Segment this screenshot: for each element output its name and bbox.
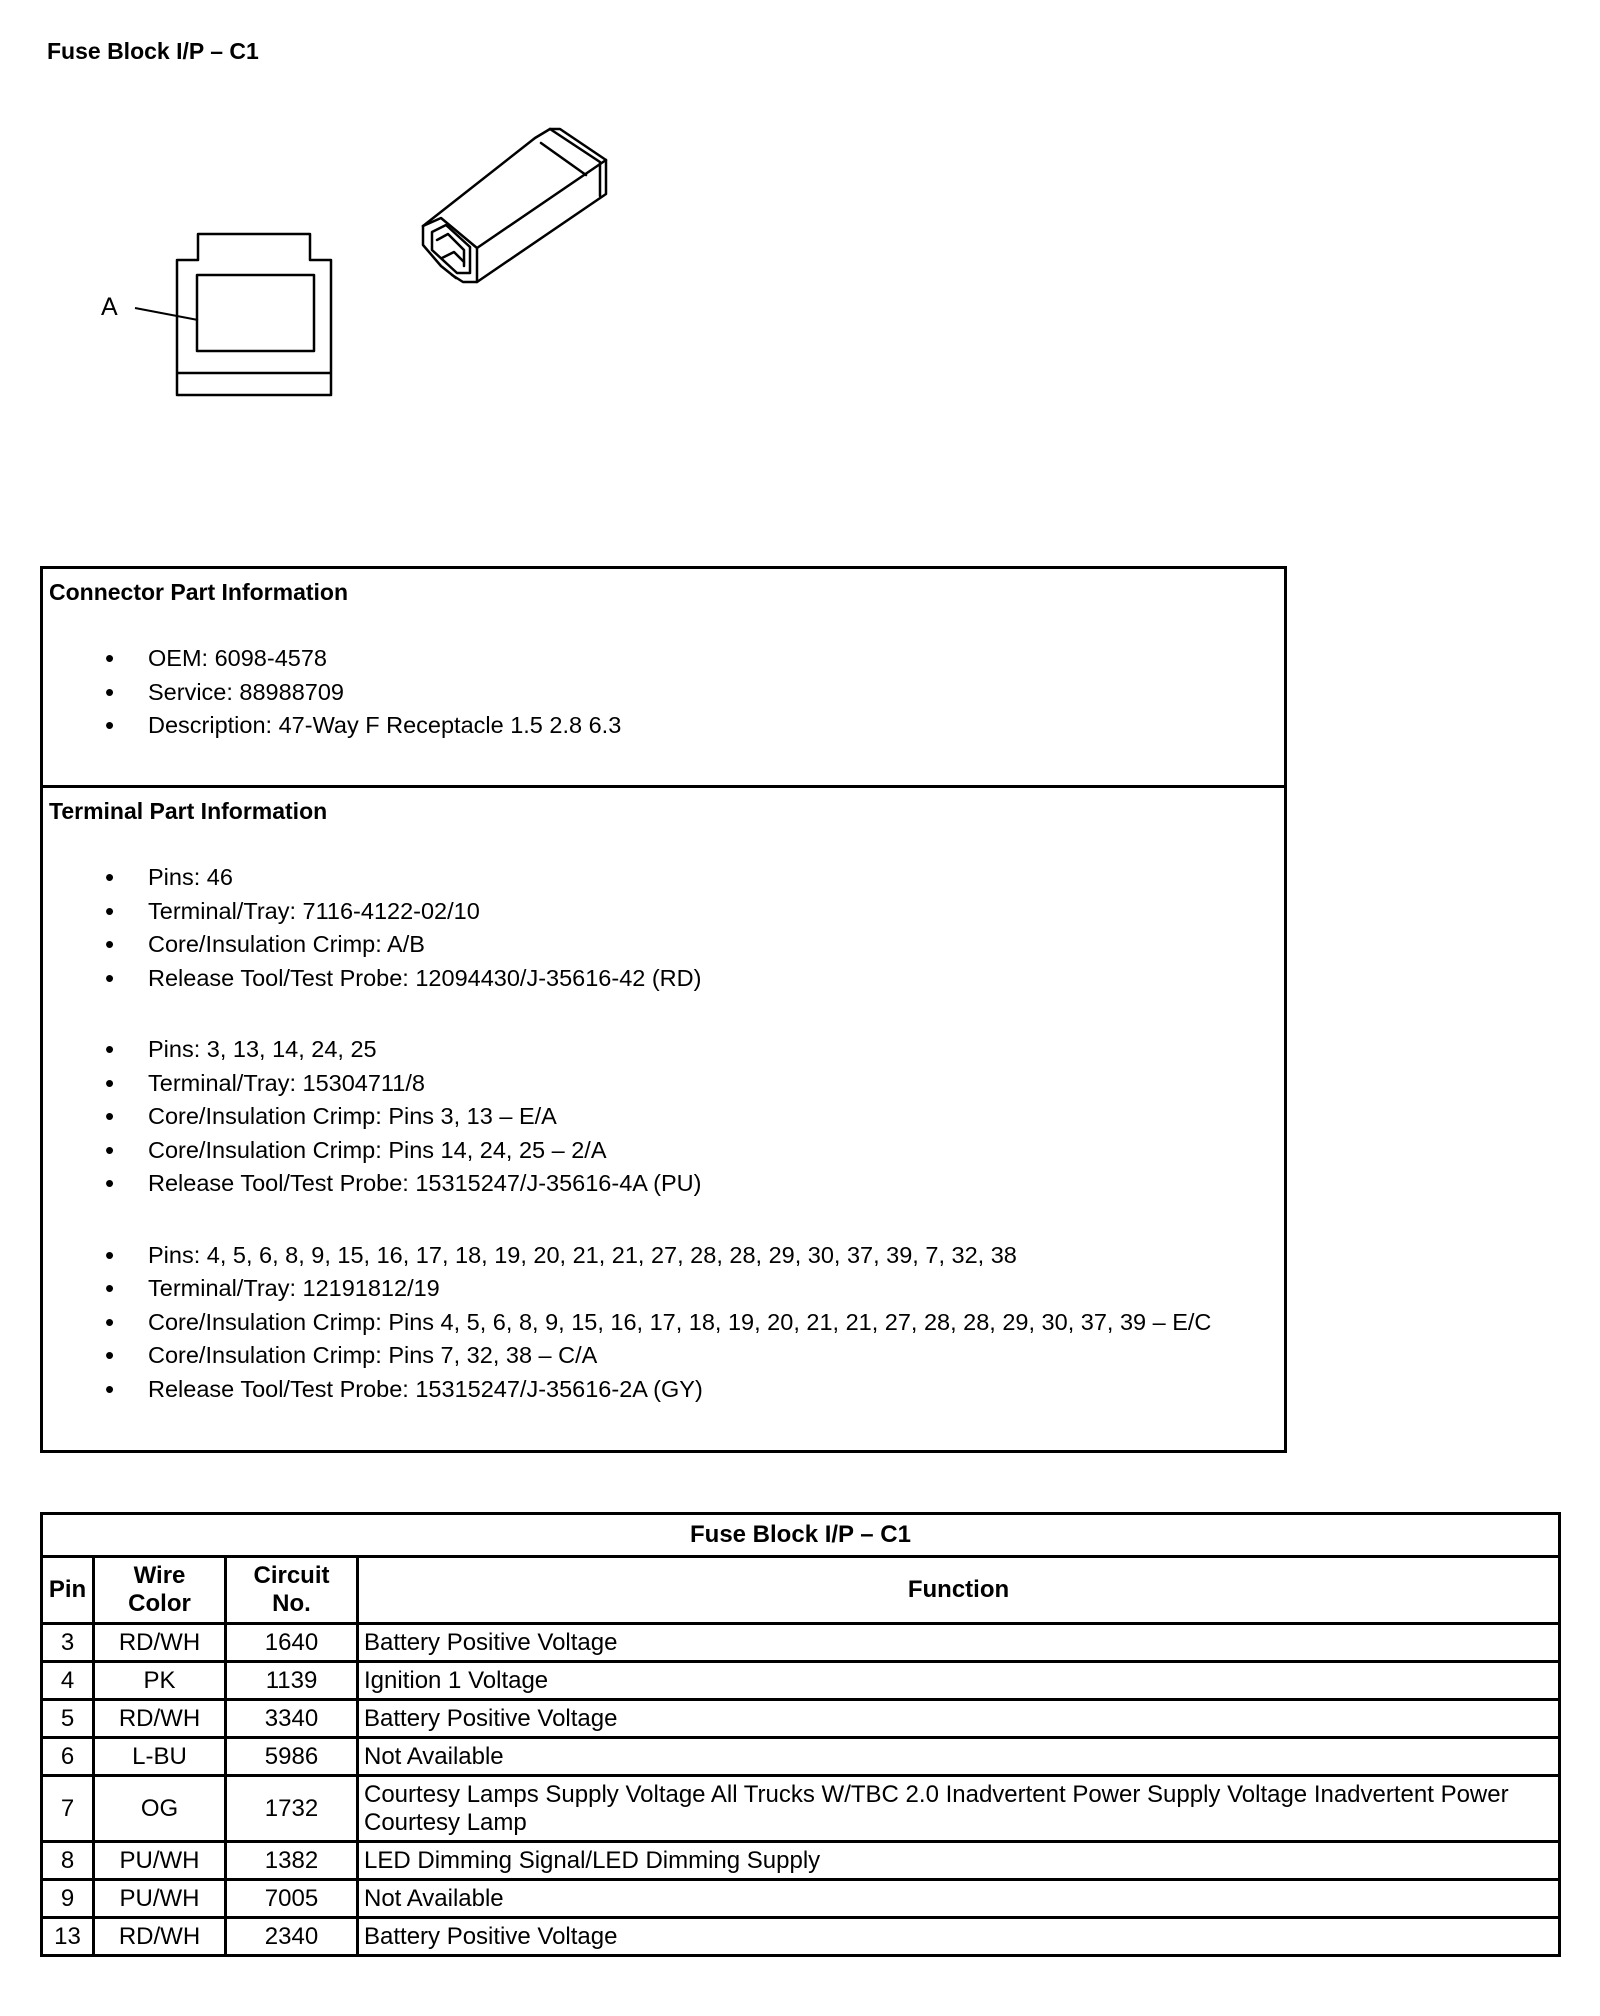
pin-cell: 7 [42, 1776, 94, 1842]
pin-table-caption: Fuse Block I/P – C1 [42, 1514, 1560, 1557]
terminal-group-3 [49, 1239, 1278, 1407]
circuit-cell: 1139 [226, 1662, 358, 1700]
pin-cell: 6 [42, 1738, 94, 1776]
circuit-cell: 2340 [226, 1918, 358, 1956]
table-row [42, 1662, 1560, 1700]
table-row [42, 1880, 1560, 1918]
circuit-cell: 5986 [226, 1738, 358, 1776]
connector-part-information [43, 569, 1284, 788]
terminal-info-heading: Terminal Part Information [49, 798, 328, 824]
list-item: • Terminal/Tray: 12191812/19 [49, 1272, 1278, 1306]
list-item: • Core/Insulation Crimp: Pins 7, 32, 38 – C/A [49, 1339, 1278, 1373]
connector-diagram [0, 0, 700, 420]
circuit-cell: 1732 [226, 1776, 358, 1842]
function-cell: Battery Positive Voltage [358, 1700, 1560, 1738]
list-item: • Release Tool/Test Probe: 15315247/J-35616-2A (GY) [49, 1373, 1278, 1407]
connector-info-heading: Connector Part Information [49, 579, 349, 605]
function-cell: Battery Positive Voltage [358, 1624, 1560, 1662]
terminal-group-2 [49, 1033, 1278, 1201]
function-cell: LED Dimming Signal/LED Dimming Supply [358, 1842, 1560, 1880]
part-information-box [40, 566, 1287, 1453]
list-item: • Release Tool/Test Probe: 12094430/J-35616-42 (RD) [49, 962, 1278, 996]
header-pin: Pin [42, 1557, 94, 1624]
list-item: • Core/Insulation Crimp: Pins 3, 13 – E/A [49, 1100, 1278, 1134]
function-cell: Ignition 1 Voltage [358, 1662, 1560, 1700]
connector-face-view [135, 234, 331, 395]
list-item: • Release Tool/Test Probe: 15315247/J-35616-4A (PU) [49, 1167, 1278, 1201]
list-item: • Terminal/Tray: 15304711/8 [49, 1067, 1278, 1101]
connector-isometric-view [423, 129, 606, 282]
list-item: • Pins: 4, 5, 6, 8, 9, 15, 16, 17, 18, 19, 20, 21, 21, 27, 28, 28, 29, 30, 37, 39, 7, 32, 38 [49, 1239, 1278, 1273]
list-item: • Pins: 3, 13, 14, 24, 25 [49, 1033, 1278, 1067]
table-row [42, 1624, 1560, 1662]
wire-color-cell: RD/WH [94, 1918, 226, 1956]
pin-cell: 9 [42, 1880, 94, 1918]
function-cell: Courtesy Lamps Supply Voltage All Trucks W/TBC 2.0 Inadvertent Power Supply Voltage Inadvertent Power Courtesy Lamp [358, 1776, 1560, 1842]
list-item: • Core/Insulation Crimp: Pins 4, 5, 6, 8, 9, 15, 16, 17, 18, 19, 20, 21, 21, 27, 28, 28, 29, 30, 37, 39 – E/C [49, 1306, 1278, 1340]
header-wire-color: Wire Color [94, 1557, 226, 1624]
pin-cell: 8 [42, 1842, 94, 1880]
list-item: • Description: 47-Way F Receptacle 1.5 2.8 6.3 [49, 709, 1278, 743]
function-cell: Battery Positive Voltage [358, 1918, 1560, 1956]
pin-cell: 13 [42, 1918, 94, 1956]
pin-cell: 4 [42, 1662, 94, 1700]
terminal-group-1 [49, 861, 1278, 995]
list-item: • Core/Insulation Crimp: Pins 14, 24, 25 – 2/A [49, 1134, 1278, 1168]
wire-color-cell: OG [94, 1776, 226, 1842]
table-row [42, 1918, 1560, 1956]
page-title: Fuse Block I/P – C1 [47, 38, 259, 64]
wire-color-cell: PU/WH [94, 1880, 226, 1918]
list-item: • Core/Insulation Crimp: A/B [49, 928, 1278, 962]
wire-color-cell: PU/WH [94, 1842, 226, 1880]
header-function: Function [358, 1557, 1560, 1624]
function-cell: Not Available [358, 1880, 1560, 1918]
wire-color-cell: PK [94, 1662, 226, 1700]
circuit-cell: 3340 [226, 1700, 358, 1738]
pin-table [40, 1512, 1561, 1957]
circuit-cell: 1382 [226, 1842, 358, 1880]
wire-color-cell: L-BU [94, 1738, 226, 1776]
circuit-cell: 1640 [226, 1624, 358, 1662]
list-item: • Terminal/Tray: 7116-4122-02/10 [49, 895, 1278, 929]
table-row [42, 1738, 1560, 1776]
pin-cell: 3 [42, 1624, 94, 1662]
list-item: • Pins: 46 [49, 861, 1278, 895]
connector-info-list [49, 642, 1278, 743]
list-item: • Service: 88988709 [49, 676, 1278, 710]
pin-table-header [42, 1557, 1560, 1624]
terminal-part-information [43, 788, 1284, 1406]
wire-color-cell: RD/WH [94, 1700, 226, 1738]
header-circuit-no: Circuit No. [226, 1557, 358, 1624]
table-row [42, 1776, 1560, 1842]
function-cell: Not Available [358, 1738, 1560, 1776]
pin-cell: 5 [42, 1700, 94, 1738]
table-row [42, 1700, 1560, 1738]
wire-color-cell: RD/WH [94, 1624, 226, 1662]
table-row [42, 1842, 1560, 1880]
circuit-cell: 7005 [226, 1880, 358, 1918]
list-item: • OEM: 6098-4578 [49, 642, 1278, 676]
callout-label-a: A [101, 293, 118, 321]
